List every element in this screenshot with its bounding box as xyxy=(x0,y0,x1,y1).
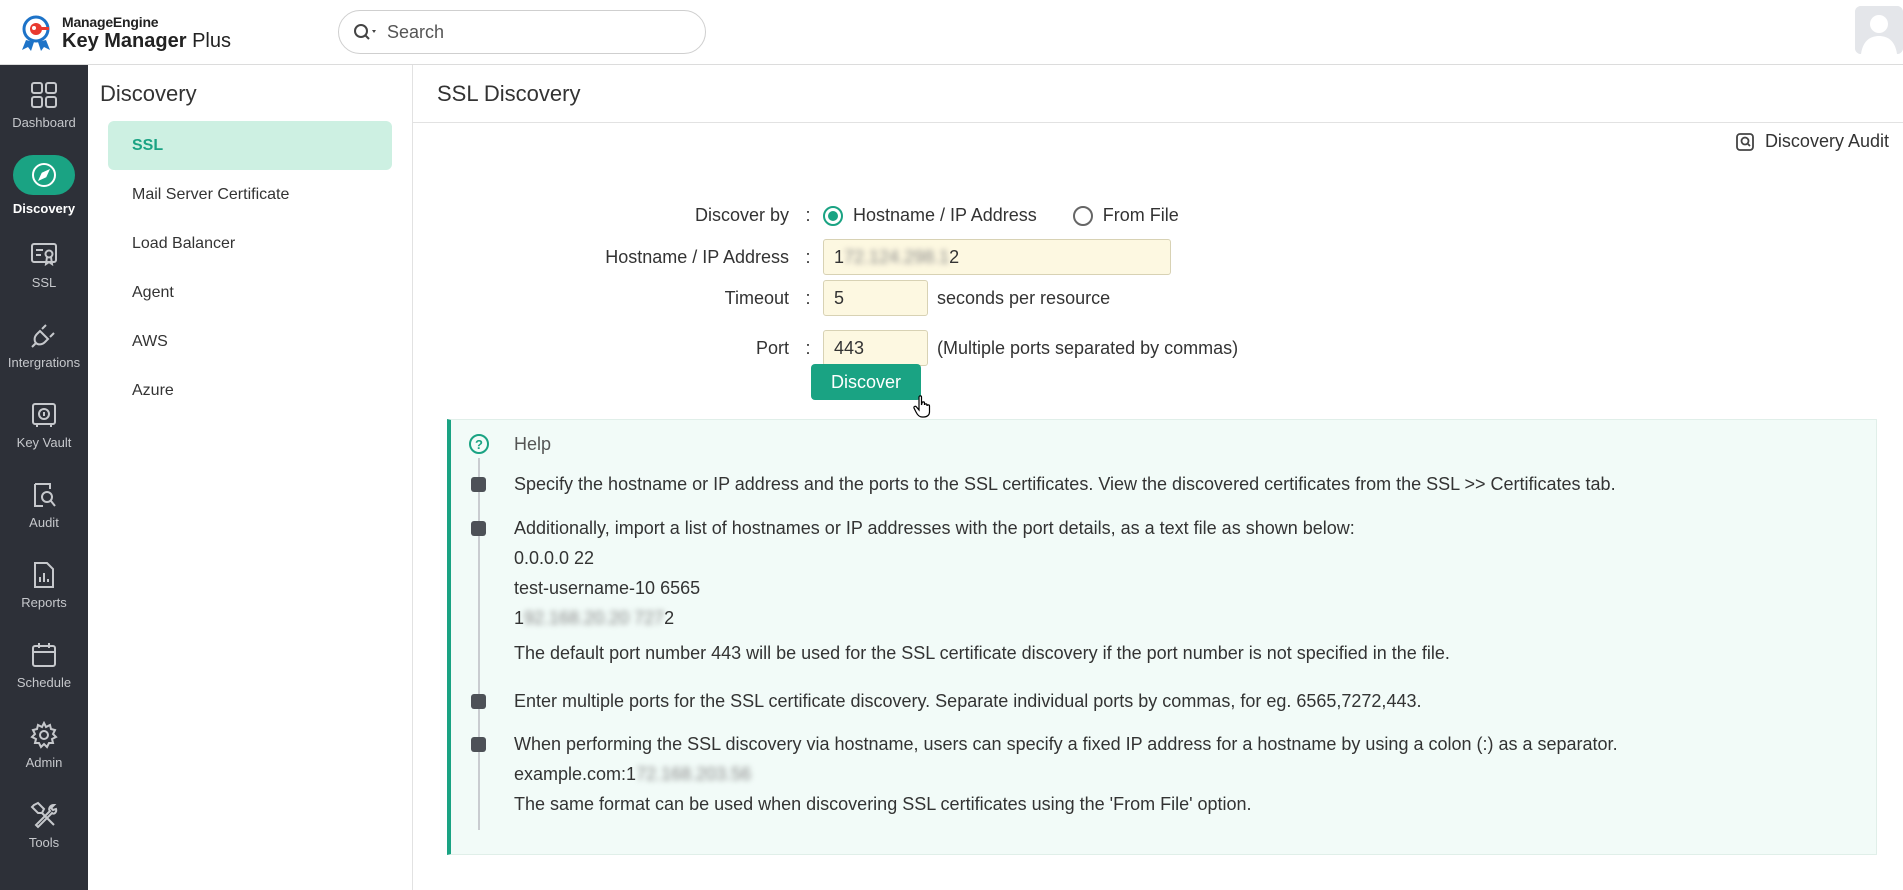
timeout-row xyxy=(413,280,1110,316)
nav-label: Schedule xyxy=(16,674,72,690)
subnav-item-azure[interactable]: Azure xyxy=(132,382,174,399)
help-text-5-example-start: example.com:1 xyxy=(514,764,637,784)
audit-icon xyxy=(30,481,58,509)
port-row xyxy=(413,330,1238,366)
help-timeline-line xyxy=(478,458,480,830)
port-input[interactable] xyxy=(823,330,928,366)
nav-label: Audit xyxy=(29,514,59,530)
user-avatar[interactable] xyxy=(1855,6,1903,54)
product-logo[interactable] xyxy=(18,14,231,52)
help-text-5-example-redacted: 72.168.203.56 xyxy=(636,764,752,784)
subnav-title: Discovery xyxy=(100,81,197,106)
hostname-value-start: 1 xyxy=(834,246,845,267)
nav-item-dashboard[interactable] xyxy=(0,65,88,145)
port-label: Port xyxy=(755,337,789,358)
page-title: SSL Discovery xyxy=(437,81,581,106)
nav-item-audit[interactable] xyxy=(0,465,88,545)
primary-sidebar xyxy=(0,65,88,890)
product-name-main: Key Manager xyxy=(62,30,187,52)
colon: : xyxy=(805,205,811,225)
help-example-3-start: 1 xyxy=(514,608,525,628)
nav-label: Admin xyxy=(25,754,63,770)
nav-label: Reports xyxy=(21,594,67,610)
bullet-icon xyxy=(471,521,486,536)
discover-button[interactable]: Discover xyxy=(811,364,921,400)
discover-by-row xyxy=(413,205,1215,226)
radio-file-label: From File xyxy=(1102,205,1179,225)
nav-item-discovery[interactable] xyxy=(0,145,88,225)
plug-icon xyxy=(30,321,58,349)
help-example-3-end: 2 xyxy=(664,608,675,628)
vault-icon xyxy=(30,401,58,429)
bullet-icon xyxy=(471,737,486,752)
nav-label: Tools xyxy=(28,834,60,850)
hostname-row xyxy=(413,239,1171,275)
nav-label: Discovery xyxy=(12,200,76,216)
audit-history-icon xyxy=(1735,132,1755,152)
calendar-icon xyxy=(30,641,58,669)
help-example-3 xyxy=(514,603,674,633)
radio-from-file[interactable] xyxy=(1073,205,1179,226)
user-avatar-icon xyxy=(1855,6,1903,54)
colon: : xyxy=(805,337,811,358)
help-example-1: 0.0.0.0 22 xyxy=(514,548,595,568)
help-example-3-redacted: 92.168.20.20 727 xyxy=(524,608,665,628)
radio-button-checked[interactable] xyxy=(823,206,843,226)
product-name-suffix: Plus xyxy=(192,30,231,52)
discovery-audit-label: Discovery Audit xyxy=(1764,131,1889,151)
tools-icon xyxy=(30,801,58,829)
subnav-item-mail-server-certificate[interactable]: Mail Server Certificate xyxy=(132,186,290,203)
radio-button[interactable] xyxy=(1073,206,1093,226)
port-suffix: (Multiple ports separated by commas) xyxy=(937,337,1239,358)
hand-pointer-cursor-icon xyxy=(913,395,933,419)
product-name xyxy=(62,31,231,51)
nav-item-schedule[interactable] xyxy=(0,625,88,705)
nav-label: SSL xyxy=(31,274,57,290)
app-header xyxy=(0,0,1903,65)
timeout-label: Timeout xyxy=(724,287,789,308)
subnav-item-agent[interactable]: Agent xyxy=(132,284,174,301)
dashboard-icon xyxy=(30,81,58,109)
gear-icon xyxy=(30,721,58,749)
bullet-icon xyxy=(471,477,486,492)
nav-item-ssl[interactable] xyxy=(0,225,88,305)
nav-item-admin[interactable] xyxy=(0,705,88,785)
colon: : xyxy=(805,246,811,267)
title-divider xyxy=(413,122,1903,123)
global-search[interactable] xyxy=(338,10,706,54)
help-text-6: The same format can be used when discovering SSL certificates using the 'From File' option. xyxy=(514,794,1252,814)
search-input[interactable] xyxy=(387,22,687,43)
radio-hostname-ip[interactable] xyxy=(823,205,1037,226)
compass-icon xyxy=(31,162,57,188)
bullet-icon xyxy=(471,694,486,709)
nav-label: Dashboard xyxy=(12,114,76,130)
active-nav-pill xyxy=(13,155,75,195)
hostname-value-end: 2 xyxy=(949,246,960,267)
ssl-certificate-icon xyxy=(30,241,58,269)
timeout-suffix: seconds per resource xyxy=(937,287,1111,308)
nav-item-integrations[interactable] xyxy=(0,305,88,385)
help-question-icon: ? xyxy=(469,434,489,454)
reports-icon xyxy=(30,561,58,589)
search-icon[interactable] xyxy=(353,23,387,41)
help-text-3: The default port number 443 will be used for the SSL certificate discovery if the port number is not specified in the file. xyxy=(514,643,1450,663)
nav-label: Intergrations xyxy=(7,354,81,370)
logo-text xyxy=(62,15,231,51)
radio-hostname-label: Hostname / IP Address xyxy=(853,205,1037,225)
help-text-5: When performing the SSL discovery via hostname, users can specify a fixed IP address for a hostname by using a colon (:) as a separator. xyxy=(514,734,1618,754)
hostname-label: Hostname / IP Address xyxy=(605,246,789,267)
help-text-1: Specify the hostname or IP address and the ports to the SSL certificates. View the discovered certificates from the SSL >> Certificates tab. xyxy=(514,474,1616,494)
subnav-item-ssl[interactable]: SSL xyxy=(108,121,392,170)
subnav-list xyxy=(108,121,392,415)
help-title: Help xyxy=(514,434,552,454)
hostname-input[interactable] xyxy=(823,239,1171,275)
subnav-item-load-balancer[interactable]: Load Balancer xyxy=(132,235,236,252)
discovery-audit-link[interactable] xyxy=(1735,131,1889,152)
help-text-4: Enter multiple ports for the SSL certificate discovery. Separate individual ports by commas, for eg. 6565,7272,443. xyxy=(514,691,1422,711)
subnav-item-aws[interactable]: AWS xyxy=(132,333,168,350)
secondary-sidebar xyxy=(88,65,413,890)
nav-item-reports[interactable] xyxy=(0,545,88,625)
hostname-value-redacted: 72.124.298.1 xyxy=(844,246,950,267)
help-example-2: test-username-10 6565 xyxy=(514,578,701,598)
timeout-input[interactable] xyxy=(823,280,928,316)
help-text-2: Additionally, import a list of hostnames or IP addresses with the port details, as a text file as shown below: xyxy=(514,518,1355,538)
main-content xyxy=(413,65,1903,890)
help-text-5-example xyxy=(514,759,751,789)
brand-name: ManageEngine xyxy=(62,14,159,30)
nav-label: Key Vault xyxy=(16,434,72,450)
key-manager-logo-icon xyxy=(18,14,54,52)
help-panel xyxy=(447,419,1877,855)
discover-by-label: Discover by xyxy=(694,205,789,225)
nav-item-tools[interactable] xyxy=(0,785,88,865)
nav-item-key-vault[interactable] xyxy=(0,385,88,465)
colon: : xyxy=(805,287,811,308)
